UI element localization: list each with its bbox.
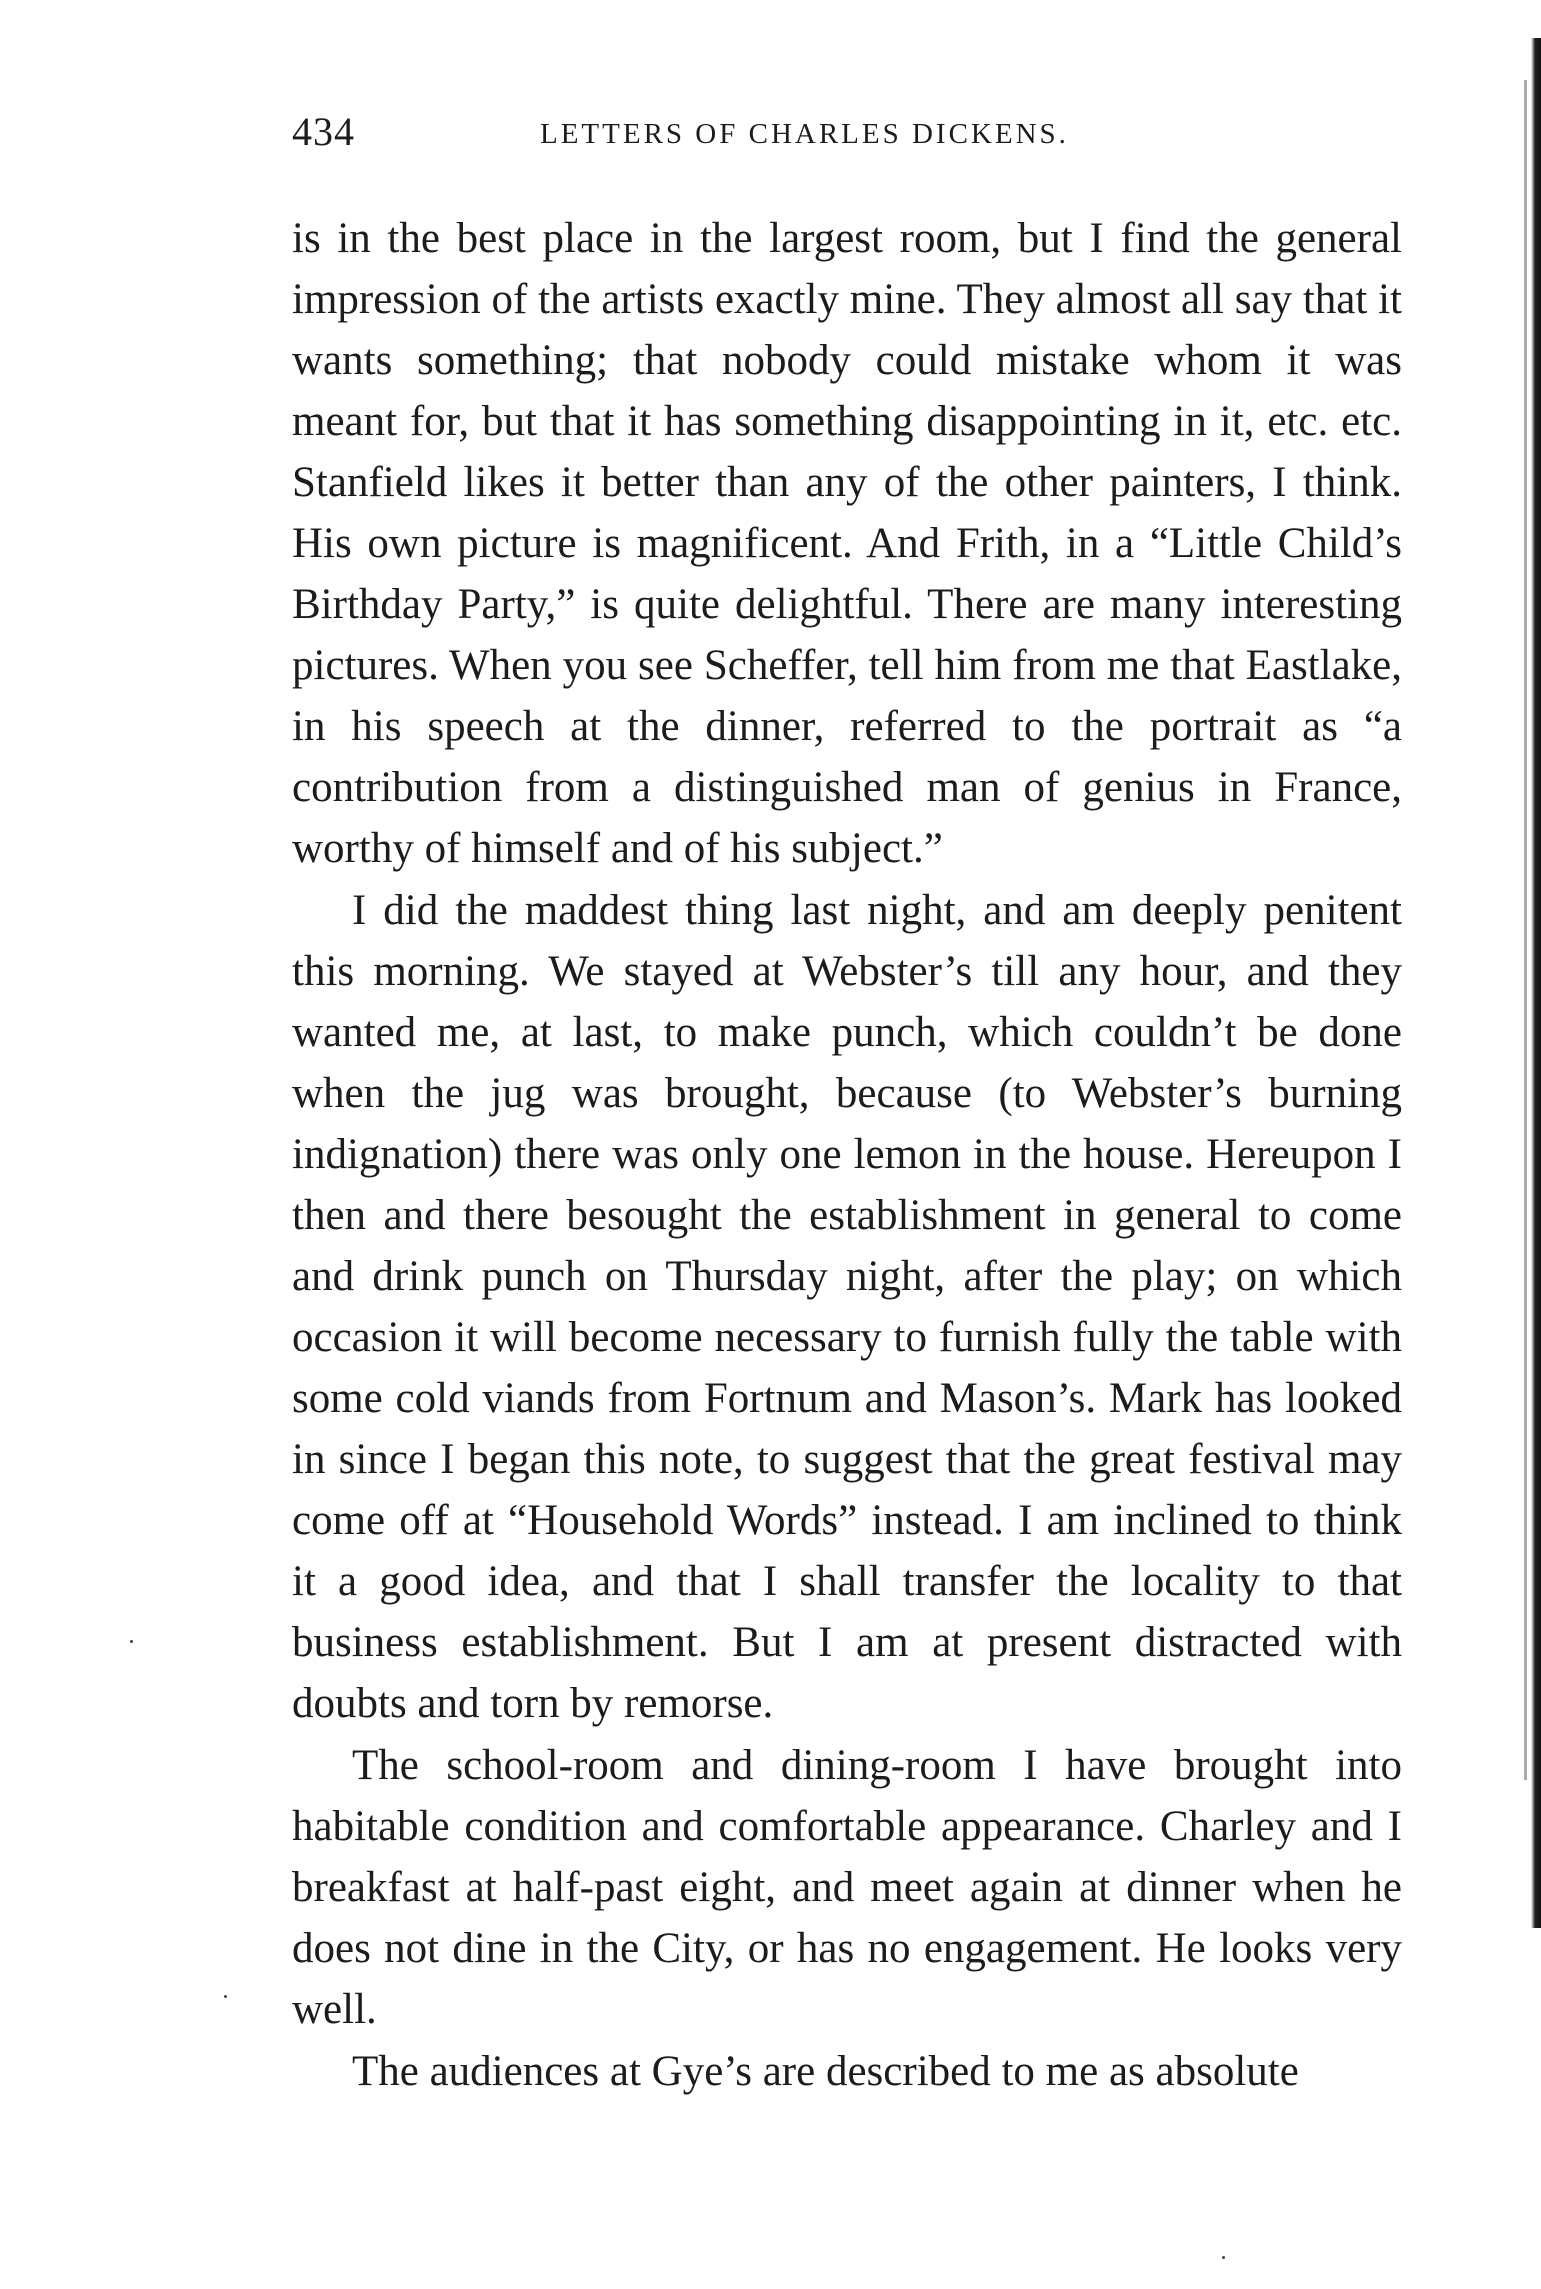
paper-speck [224,1995,227,1998]
running-head: LETTERS OF CHARLES DICKENS. [540,118,1069,150]
page-header [292,108,1402,168]
paragraph: The school-room and dining-room I have brought into habitable condition and comfortable appearance. Charley and I breakfast at half-past eight, and meet again at dinner when he does not dine in the City, or has no engagement. He looks very well. [292,1742,1402,2033]
paragraph: I did the maddest thing last night, and am deeply penitent this morning. We stayed at Webster’s till any hour, and they wanted me, at last, to make punch, which couldn’t be done when the jug was brought, because (to Webster’s burning indignation) there was only one lemon in the house. Hereupon I then and there besought the establishment in general to come and drink punch on Thursday night, after the play; on which occasion it will become necessary to furnish fully the table with some cold viands from Fortnum and Mason’s. Mark has looked in since I began this note, to suggest that the great festival may come off at “Household Words” instead. I am inclined to think it a good idea, and that I shall transfer the locality to that business establishment. But I am at present distracted with doubts and torn by remorse. [292,887,1402,1727]
paper-speck [130,1640,133,1643]
page-edge-line [1524,80,1527,1780]
page-edge-shadow [1531,38,1541,1928]
paragraph: is in the best place in the largest room, but I find the general impression of the artists exactly mine. They almost all say that it wants something; that nobody could mistake whom it was meant for, but that it has something disappointing in it, etc. etc. Stanfield likes it better than any of the other painters, I think. His own picture is magnificent. And Frith, in a “Little Child’s Birthday Party,” is quite delightful. There are many interesting pictures. When you see Scheffer, tell him from me that Eastlake, in his speech at the dinner, referred to the portrait as “a contribution from a distinguished man of genius in France, worthy of himself and of his subject.” [292,215,1402,872]
body-text [292,208,1402,2102]
page-number: 434 [292,109,355,154]
paragraph: The audiences at Gye’s are described to me as absolute [352,2048,1299,2095]
paper-speck [1222,2256,1225,2259]
